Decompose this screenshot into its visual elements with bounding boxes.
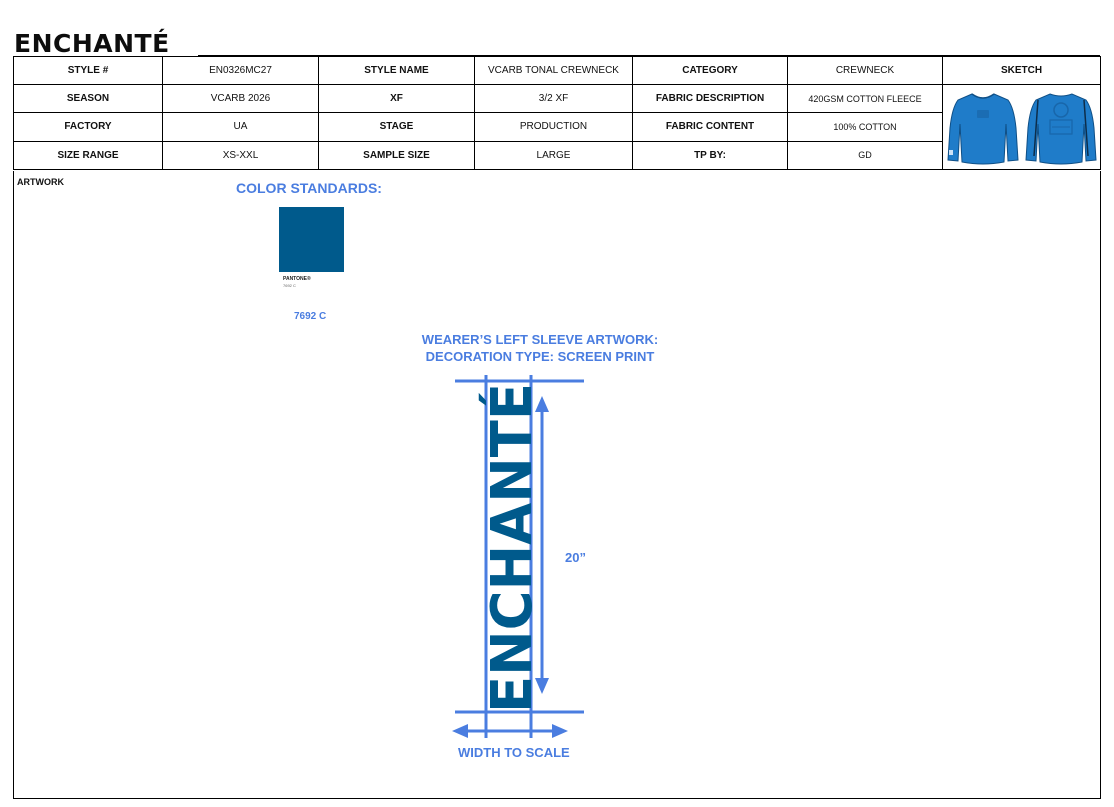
style-number-value: EN0326MC27 [163,57,319,85]
pantone-code: 7692 C [294,311,327,322]
fabric-content-label: FABRIC CONTENT [633,113,788,141]
style-name-label: STYLE NAME [319,57,475,85]
width-arrow-left [452,724,468,738]
fabric-description-value: 420GSM COTTON FLEECE [788,85,943,113]
xf-label: XF [319,85,475,113]
category-value: CREWNECK [788,57,943,85]
width-to-scale-label: WIDTH TO SCALE [458,745,570,760]
artwork-label: ARTWORK [17,177,64,187]
season-label: SEASON [14,85,163,113]
size-range-label: SIZE RANGE [14,141,163,169]
size-range-value: XS-XXL [163,141,319,169]
factory-value: UA [163,113,319,141]
width-arrow-right [552,724,568,738]
sleeve-title-line1: WEARER’S LEFT SLEEVE ARTWORK: [421,332,659,347]
sleeve-title-line2: DECORATION TYPE: SCREEN PRINT [425,349,655,364]
sketch-label: SKETCH [943,57,1101,85]
sample-size-value: LARGE [475,141,633,169]
tp-by-label: TP BY: [633,141,788,169]
sample-size-label: SAMPLE SIZE [319,141,475,169]
xf-value: 3/2 XF [475,85,633,113]
height-dimension-label: 20” [565,550,586,565]
pantone-small-code: 7692 C [283,283,296,288]
fabric-content-value: 100% COTTON [788,113,943,141]
brand-wordmark: ENCHANTÉ [14,29,170,58]
season-value: VCARB 2026 [163,85,319,113]
pantone-brand: PANTONE® [283,276,311,282]
stage-label: STAGE [319,113,475,141]
factory-label: FACTORY [14,113,163,141]
category-label: CATEGORY [633,57,788,85]
color-standards-title: COLOR STANDARDS: [236,180,382,196]
sleeve-wordmark: ENCHANTÉ [480,373,545,713]
stage-value: PRODUCTION [475,113,633,141]
fabric-description-label: FABRIC DESCRIPTION [633,85,788,113]
style-name-value: VCARB TONAL CREWNECK [475,57,633,85]
tp-by-value: GD [788,141,943,169]
style-number-label: STYLE # [14,57,163,85]
